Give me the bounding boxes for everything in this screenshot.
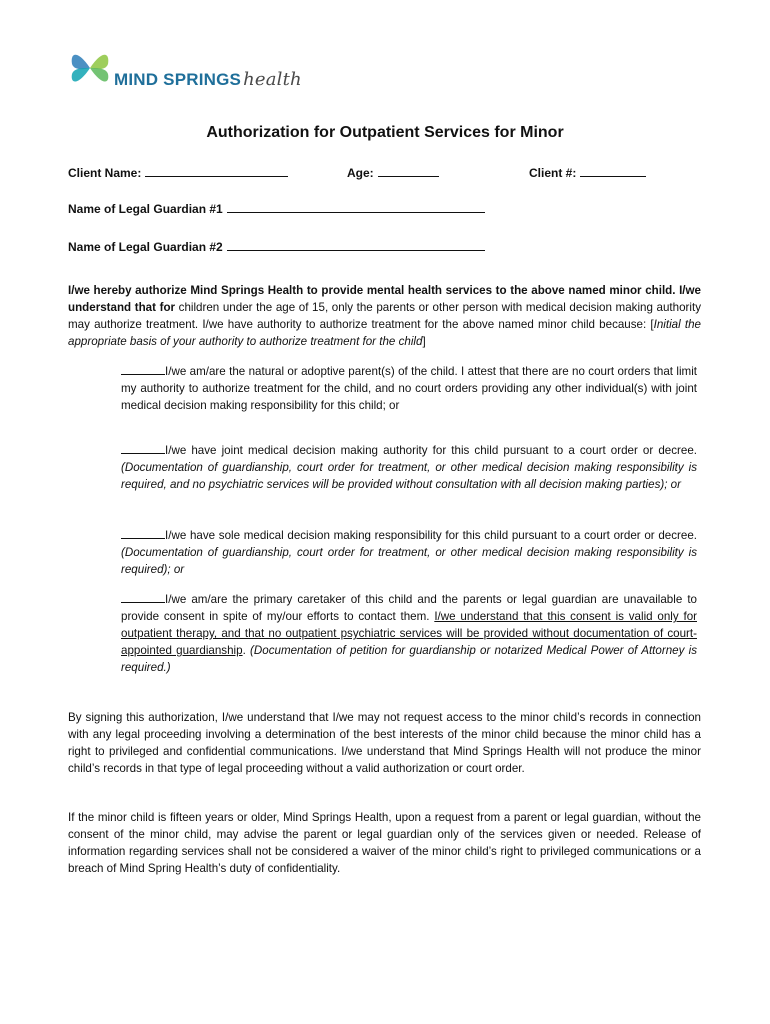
- intro-italic: Initial the appropriate basis of your authority to authorize treatment for the child: [68, 318, 701, 348]
- option-text: I/we am/are the primary caretaker of this child and the parents or legal guardian are unavailable to provide consent in spite of my/our efforts to contact them.: [121, 593, 697, 623]
- age-field: [347, 165, 439, 180]
- intro-paragraph: [68, 282, 701, 350]
- initial-blank[interactable]: [121, 592, 165, 603]
- brand-name: [114, 69, 302, 90]
- guardian2-input[interactable]: [227, 239, 485, 251]
- intro-close: ]: [422, 335, 426, 348]
- guardian1-label: Name of Legal Guardian #1: [68, 202, 223, 216]
- option-primary-caretaker: [121, 591, 697, 676]
- intro-bold: I/we hereby authorize Mind Springs Health to provide mental health services to the above named minor child. I/we understand that for: [68, 284, 701, 314]
- option-text: I/we am/are the natural or adoptive parent(s) of the child. I attest that there are no court orders that limit my authority to authorize treatment for the child, and no court orders providing any other individual(s) with joint medical decision making responsibility for this child; or: [121, 365, 697, 412]
- option-text: I/we have sole medical decision making responsibility for this child pursuant to a court order or decree.: [165, 529, 697, 542]
- option-joint-authority: [121, 442, 697, 493]
- client-name-field: [68, 165, 288, 180]
- option-note: (Documentation of guardianship, court order for treatment, or other medical decision making responsibility is required, and no psychiatric services will be provided without consultation with all decision making parties); or: [121, 461, 697, 491]
- page-title: Authorization for Outpatient Services for Minor: [206, 124, 564, 141]
- signing-paragraph: By signing this authorization, I/we understand that I/we may not request access to the minor child’s records in connection with any legal proceeding involving a determination of the best interests of the minor child because the minor child has a right to privileged and confidential communications. I/we understand that Mind Springs Health will not produce the minor child’s records in that type of legal proceeding without a valid authorization or court order.: [68, 711, 701, 775]
- option-underlined: I/we understand that this consent is valid only for outpatient therapy, and that no outpatient psychiatric services will be provided without documentation of court-appointed guardianship: [121, 610, 697, 657]
- initial-blank[interactable]: [121, 528, 165, 539]
- option-note: (Documentation of petition for guardianship or notarized Medical Power of Attorney is required.): [121, 644, 697, 674]
- initial-blank[interactable]: [121, 364, 165, 375]
- initial-blank[interactable]: [121, 443, 165, 454]
- guardian2-label: Name of Legal Guardian #2: [68, 240, 223, 254]
- client-name-label: Client Name:: [68, 166, 142, 180]
- guardian1-field: [68, 201, 485, 216]
- guardian1-input[interactable]: [227, 201, 485, 213]
- client-number-field: [529, 165, 646, 180]
- client-number-label: Client #:: [529, 166, 577, 180]
- option-note: (Documentation of guardianship, court order for treatment, or other medical decision making responsibility is required); or: [121, 546, 697, 576]
- option-sole-authority: [121, 527, 697, 578]
- age-label: Age:: [347, 166, 374, 180]
- guardian2-field: [68, 239, 485, 254]
- option-after: .: [242, 644, 251, 657]
- client-number-input[interactable]: [580, 165, 646, 177]
- brand-italic: health: [243, 68, 302, 90]
- brand-bold: MIND SPRINGS: [114, 69, 242, 89]
- option-natural-parent: [121, 363, 697, 414]
- intro-text: children under the age of 15, only the parents or other person with medical decision making authority may authorize treatment. I/we have authority to authorize treatment for the above named minor child because: [: [68, 301, 701, 331]
- client-name-input[interactable]: [145, 165, 288, 177]
- butterfly-icon: [68, 46, 112, 90]
- option-text: I/we have joint medical decision making authority for this child pursuant to a court order or decree.: [165, 444, 697, 457]
- age-input[interactable]: [378, 165, 439, 177]
- fifteen-paragraph: If the minor child is fifteen years or older, Mind Springs Health, upon a request from a parent or legal guardian, without the consent of the minor child, may advise the parent or legal guardian only of the services given or needed. Release of information regarding services shall not be considered a waiver of the minor child’s right to privileged communications or a breach of Mind Spring Health’s duty of confidentiality.: [68, 811, 701, 875]
- logo: [68, 46, 302, 90]
